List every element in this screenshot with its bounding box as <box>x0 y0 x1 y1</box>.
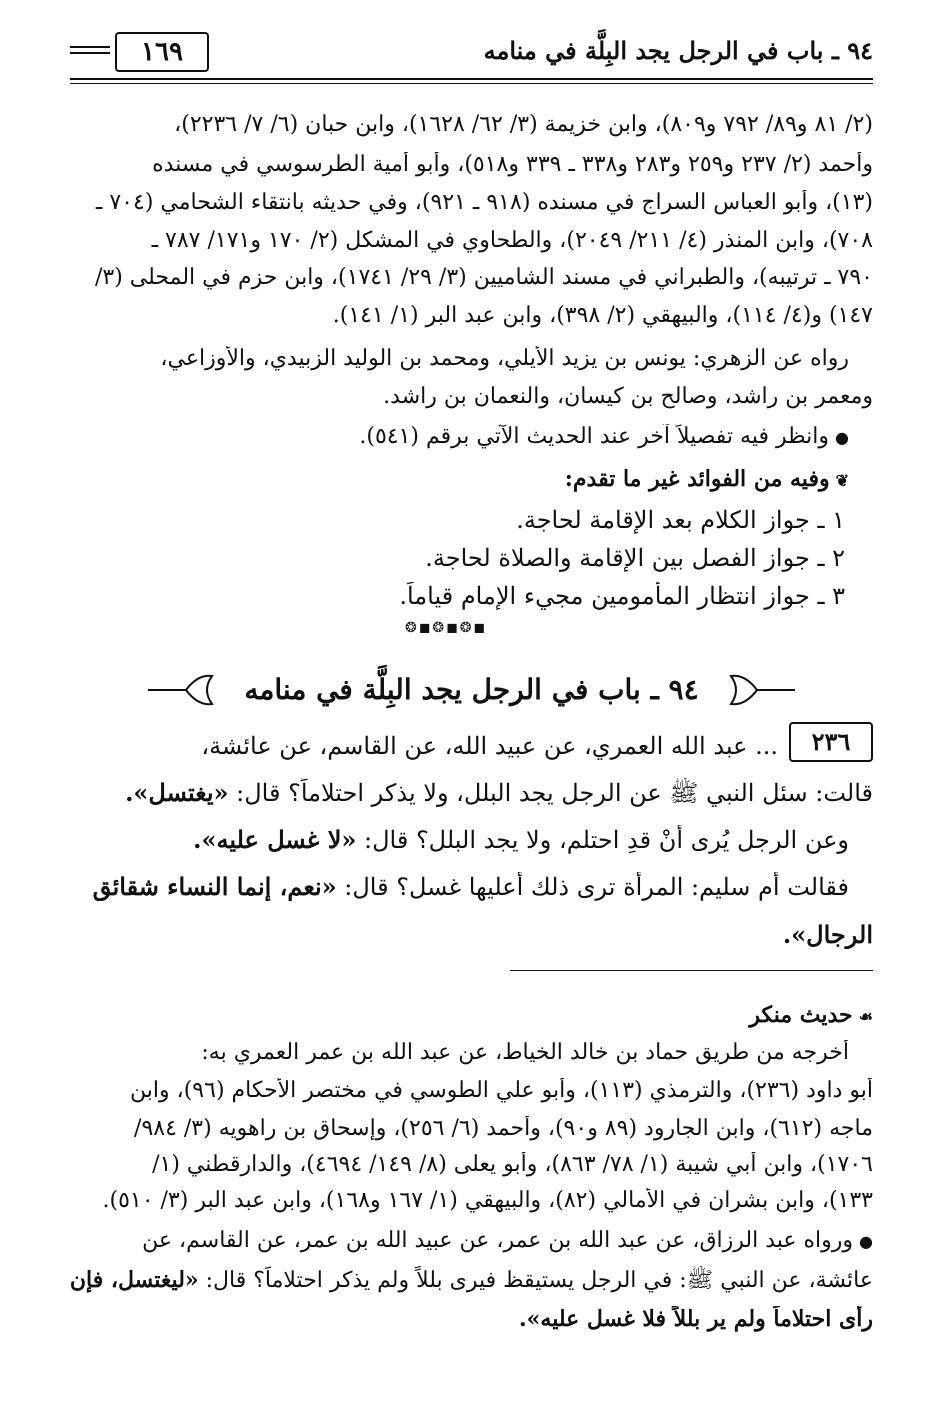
hadith-line: ... عبد الله العمري، عن عبيد الله، عن القاسم، عن عائشة، <box>201 732 778 760</box>
text-line: رواه عن الزهري: يونس بن يزيد الأيلي، ومحمد بن الوليد الزبيدي، والأوزاعي، <box>160 346 849 371</box>
header-rule-left <box>70 46 110 54</box>
text-line: وأحمد (٢/ ٢٣٧ و٢٥٩ و٢٨٣ و٣٣٨ ـ ٣٣٩ و٥١٨)، وأبو أمية الطرسوسي في مسنده <box>152 152 873 177</box>
benefits-heading <box>70 466 849 492</box>
hadith-number: ٢٣٦ <box>789 722 873 762</box>
grading <box>70 1002 873 1028</box>
chapter-heading <box>150 662 793 718</box>
hadith-text: فقالت أم سليم: المرأة ترى ذلك أعليها غسل؟ قال: <box>336 873 849 901</box>
footnote-quote: «ليغتسل، فإن <box>70 1267 199 1293</box>
text-line: ٧٩٠ ـ ترتيبه)، والطبراني في مسند الشاميين (٣/ ٢٩/ ١٧٤١)، وابن حزم في المحلى (٣/ <box>94 265 873 290</box>
hadith-text: قالت: سئل النبي ﷺ عن الرجل يجد البلل، ولا يذكر احتلاماً؟ قال: <box>228 779 873 807</box>
footnote-text: ورواه عبد الرزاق، عن عبد الله بن عمر، عن عبيد الله بن عمر، عن القاسم، عن <box>142 1228 854 1253</box>
text-line: ٧٠٨)، وابن المنذر (٤/ ٢١١/ ٢٠٤٩)، والطحاوي في المشكل (٢/ ١٧٠ و١٧١/ ٧٨٧ ـ <box>151 228 873 253</box>
hadith-line <box>70 872 849 901</box>
benefit-item: ١ ـ جواز الكلام بعد الإقامة لحاجة. <box>516 506 845 534</box>
benefit-item: ٢ ـ جواز الفصل بين الإقامة والصلاة لحاجة. <box>425 544 845 572</box>
ornament-divider-icon: ❂◼❂◼❂◼ <box>405 620 488 636</box>
text-line: ١٤٧) و(٤/ ١١٤)، والبيهقي (٢/ ٣٩٨)، وابن عبد البر (١/ ١٤١). <box>332 303 873 328</box>
footnote-line <box>70 1266 873 1298</box>
circle-bullet-icon: ● <box>859 1232 873 1251</box>
header-underline <box>70 78 873 84</box>
grading-text: حديث منكر <box>749 1002 853 1028</box>
page-number: ١٦٩ <box>115 32 209 72</box>
chapter-title: ٩٤ ـ باب في الرجل يجد البِلَّة في منامه <box>244 673 699 706</box>
hadith-quote: «لا غسل عليه». <box>193 825 357 854</box>
footnote-line: ١٣٣)، وابن بشران في الأمالي (٨٢)، والبيهقي (١/ ١٦٧ و١٦٨)، وابن عبد البر (٣/ ٥١٠). <box>102 1188 873 1213</box>
text-line: (١٣)، وأبو العباس السراج في مسنده (٩١٨ ـ ٩٢١)، وفي حديثه بانتقاء الشحامي (٧٠٤ ـ <box>95 190 873 215</box>
running-header <box>70 30 873 90</box>
running-title: ٩٤ ـ باب في الرجل يجد البِلَّة في منامه <box>483 36 873 65</box>
hadith-line: الرجال». <box>782 920 873 949</box>
hadith-text: وعن الرجل يُرى أنْ قدِ احتلم، ولا يجد البلل؟ قال: <box>356 826 849 854</box>
text-line: ومعمر بن راشد، وصالح بن كيسان، والنعمان بن راشد. <box>383 384 873 409</box>
chapter-ornament-left-icon <box>146 670 216 710</box>
benefits-heading-text: وفيه من الفوائد غير ما تقدم: <box>564 466 830 492</box>
footnote-line: ١٧٠٦)، وابن أبي شيبة (١/ ٧٨/ ٨٦٣)، وأبو يعلى (٨/ ١٤٩/ ٤٦٩٤)، والدارقطني (١/ <box>152 1152 873 1177</box>
footnote-text: عائشة، عن النبي ﷺ: في الرجل يستيقظ فيرى بللاً ولم يذكر احتلاماً؟ قال: <box>198 1268 873 1293</box>
chapter-ornament-right-icon <box>727 670 797 710</box>
footnote-line: ماجه (٦١٢)، وابن الجارود (٨٩ و٩٠)، وأحمد (٦/ ٢٥٦)، وإسحاق بن راهويه (٣/ ٩٨٤/ <box>134 1116 873 1141</box>
footnote-line: أخرجه من طريق حماد بن خالد الخياط، عن عبد الله بن عمر العمري به: <box>201 1040 849 1065</box>
footnote-line <box>70 1228 873 1253</box>
footnote-line: أبو داود (٢٣٦)، والترمذي (١١٣)، وأبو علي الطوسي في مختصر الأحكام (٩٦)، وابن <box>130 1078 873 1103</box>
benefit-item: ٣ ـ جواز انتظار المأمومين مجيء الإمام قياماً. <box>399 582 845 610</box>
footnote-separator <box>510 970 873 971</box>
see-note-text: وانظر فيه تفصيلاً آخر عند الحديث الآتي برقم (٥٤١). <box>359 424 830 449</box>
hadith-line <box>70 778 873 813</box>
book-bullet-icon: ☙ <box>858 1007 873 1026</box>
hadith-quote: «نعم، إنما النساء شقائق <box>92 872 337 901</box>
hadith-quote: «يغتسل». <box>125 778 229 807</box>
hadith-line <box>70 825 849 854</box>
text-line: (٢/ ٨١ و٨٩/ ٧٩٢ و٨٠٩)، وابن خزيمة (٣/ ٦٢/ ١٦٢٨)، وابن حبان (٦/ ٧/ ٢٢٣٦)، <box>174 112 873 137</box>
footnote-line: رأى احتلاماً ولم ير بللاً فلا غسل عليه». <box>519 1306 873 1332</box>
circle-bullet-icon: ● <box>835 428 849 447</box>
leaf-bullet-icon: ❦ <box>835 471 849 490</box>
see-note <box>70 424 849 449</box>
